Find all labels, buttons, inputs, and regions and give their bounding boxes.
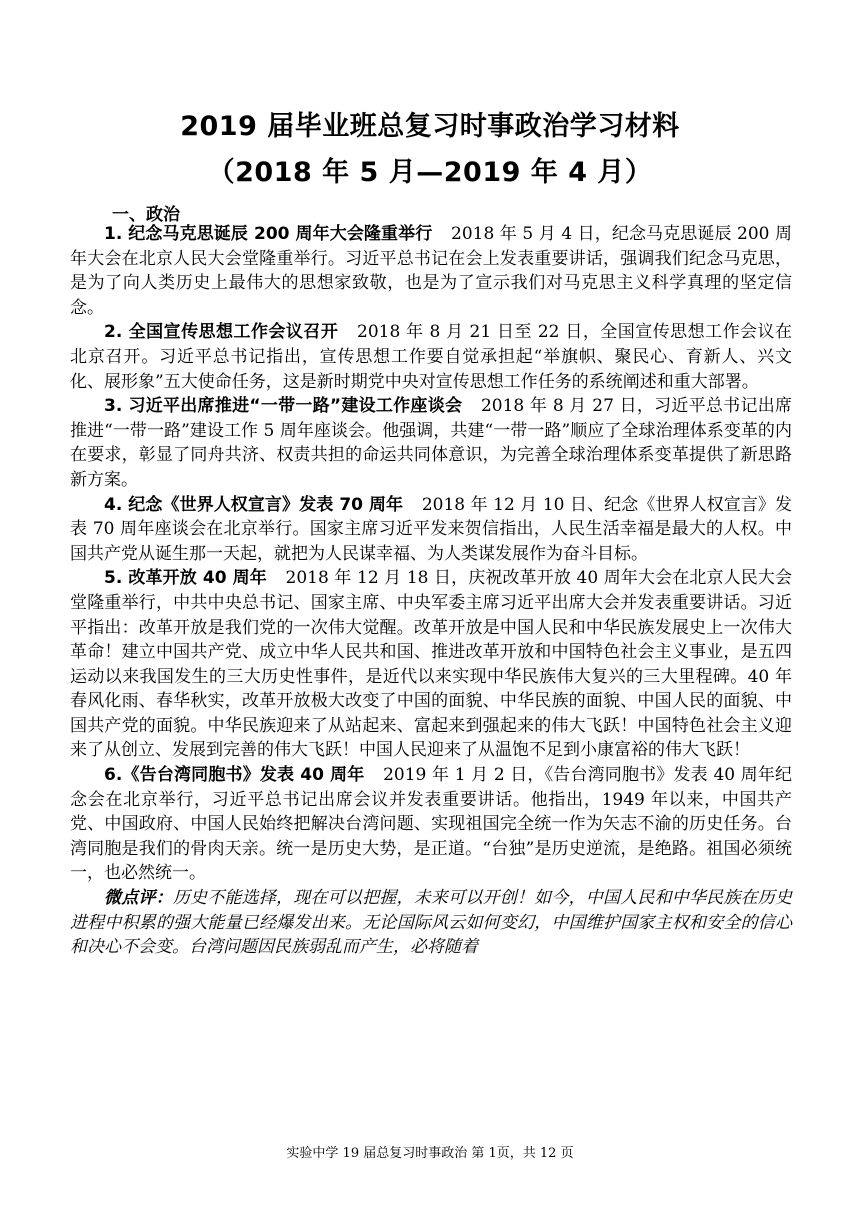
commentary-label: 微点评： [104, 888, 173, 909]
news-item-5 [70, 566, 792, 763]
commentary [70, 886, 792, 960]
news-item-text: 2018 年 12 月 10 日、纪念《世界人权宣言》发表 70 周年座谈会在北京举行。国家主席习近平发来贺信指出，人民生活幸福是最大的人权。中国共产党从诞生那一天起，就把为人民谋幸福、为人类谋发展作为奋斗目标。 [70, 494, 793, 564]
document-title: 2019 届毕业班总复习时事政治学习材料 [180, 111, 680, 142]
page-footer: 实验中学 19 届总复习时事政治 第 1页，共 12 页 [286, 1146, 574, 1161]
news-item-text: 2018 年 8 月 21 日至 22 日，全国宣传思想工作会议在北京召开。习近平总书记指出，宣传思想工作要自觉承担起“举旗帜、聚民心、育新人、兴文化、展形象”五大使命任务，这是新时期党中央对宣传思想工作任务的系统阐述和重大部署。 [70, 322, 792, 392]
news-item-6 [70, 763, 792, 886]
document-body [70, 222, 792, 960]
news-item-text: 2018 年 5 月 4 日，纪念马克思诞辰 200 周年大会在北京人民大会堂隆重举行。习近平总书记在会上发表重要讲话，强调我们纪念马克思，是为了向人类历史上最伟大的思想家致敬，也是为了宣示我们对马克思主义科学真理的坚定信念。 [70, 224, 793, 318]
news-item-text: 2018 年 8 月 27 日，习近平总书记出席推进“一带一路”建设工作 5 周年座谈会。他强调，共建“一带一路”顺应了全球治理体系变革的内在要求，彰显了同舟共济、权责共担的命运共同体意识，为完善全球治理体系变革提供了新思路新方案。 [70, 396, 792, 490]
news-item-1 [70, 222, 792, 320]
news-item-heading: 1. 纪念马克思诞辰 200 周年大会隆重举行 [104, 224, 433, 244]
commentary-text: 历史不能选择，现在可以把握，未来可以开创！如今，中国人民和中华民族在历史进程中积累的强大能量已经爆发出来。无论国际风云如何变幻，中国维护国家主权和安全的信心和决心不会变。台湾问题因民族弱乱而产生，必将随着 [70, 888, 793, 958]
section-heading: 一、政治 [112, 205, 180, 225]
news-item-heading: 4. 纪念《世界人权宣言》发表 70 周年 [104, 494, 404, 515]
news-item-heading: 5. 改革开放 40 周年 [104, 568, 267, 589]
news-item-heading: 2. 全国宣传思想工作会议召开 [104, 322, 339, 343]
document-subtitle: （2018 年 5 月—2019 年 4 月） [207, 157, 653, 188]
news-item-heading: 6.《告台湾同胞书》发表 40 周年 [104, 765, 365, 786]
news-item-text: 2018 年 12 月 18 日，庆祝改革开放 40 周年大会在北京人民大会堂隆重举行，中共中央总书记、国家主席、中央军委主席习近平出席大会并发表重要讲话。习近平指出：改革开放是我们党的一次伟大觉醒。改革开放是中国人民和中华民族发展史上一次伟大革命！建立中国共产党、成立中华人民共和国、推进改革开放和中国特色社会主义事业，是五四运动以来我国发生的三大历史性事件，是近代以来实现中华民族伟大复兴的三大里程碑。40 年春风化雨、春华秋实，改革开放极大改变了中国的面貌、中华民族的面貌、中国人民的面貌、中国共产党的面貌。中华民族迎来了从站起来、富起来到强起来的伟大飞跃！中国特色社会主义迎来了从创立、发展到完善的伟大飞跃！中国人民迎来了从温饱不足到小康富裕的伟大飞跃！ [70, 568, 792, 761]
news-item-3 [70, 394, 792, 492]
news-item-heading: 3. 习近平出席推进“一带一路”建设工作座谈会 [104, 396, 463, 417]
news-item-4 [70, 493, 792, 567]
news-item-text: 2019 年 1 月 2 日，《告台湾同胞书》发表 40 周年纪念会在北京举行，习近平总书记出席会议并发表重要讲话。他指出，1949 年以来，中国共产党、中国政府、中国人民始终把解决台湾问题、实现祖国完全统一作为矢志不渝的历史任务。台湾同胞是我们的骨肉天亲。统一是历史大势，是正道。“台独”是历史逆流，是绝路。祖国必须统一，也必然统一。 [70, 765, 793, 884]
news-item-2 [70, 320, 792, 394]
